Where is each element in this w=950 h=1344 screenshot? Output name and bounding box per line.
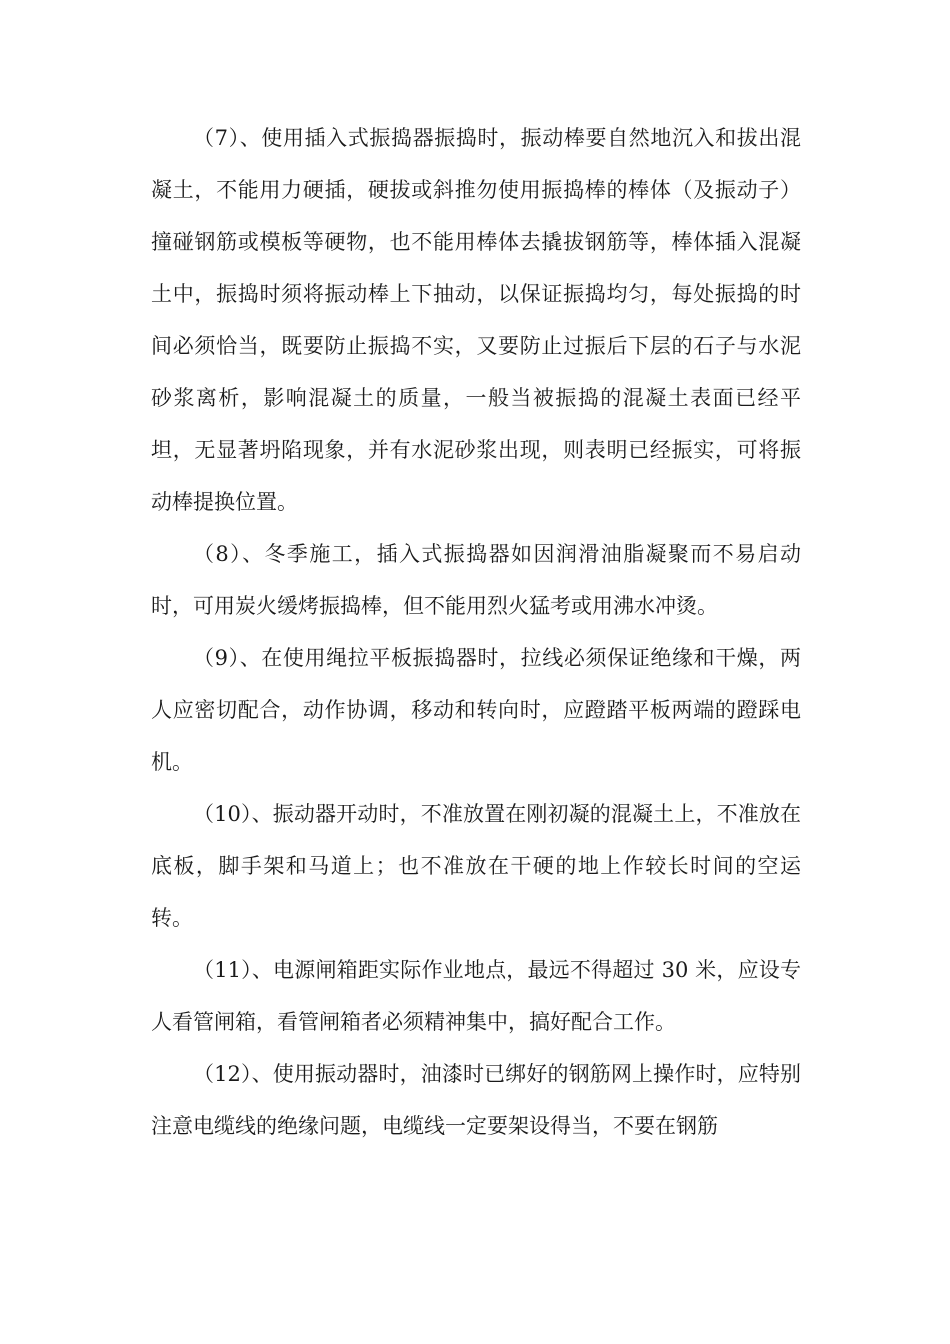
document-body bbox=[151, 112, 801, 1152]
paragraph-12: （12）、使用振动器时，油漆时已绑好的钢筋网上操作时，应特别注意电缆线的绝缘问题，电缆线一定要架设得当，不要在钢筋 bbox=[151, 1062, 801, 1138]
paragraph-11: （11）、电源闸箱距实际作业地点，最远不得超过 30 米，应设专人看管闸箱，看管闸箱者必须精神集中，搞好配合工作。 bbox=[151, 958, 801, 1034]
paragraph-8: （8）、冬季施工，插入式振捣器如因润滑油脂凝聚而不易启动时，可用炭火缓烤振捣棒，但不能用烈火猛考或用沸水冲烫。 bbox=[151, 542, 801, 618]
paragraph-9: （9）、在使用绳拉平板振捣器时，拉线必须保证绝缘和干燥，两人应密切配合，动作协调，移动和转向时，应蹬踏平板两端的蹬踩电机。 bbox=[151, 646, 801, 774]
paragraph-10: （10）、振动器开动时，不准放置在刚初凝的混凝土上，不准放在底板，脚手架和马道上；也不准放在干硬的地上作较长时间的空运转。 bbox=[151, 802, 801, 930]
paragraph-7: （7）、使用插入式振捣器振捣时，振动棒要自然地沉入和拔出混凝土，不能用力硬插，硬拔或斜推勿使用振捣棒的棒体（及振动子）撞碰钢筋或模板等硬物，也不能用棒体去撬拔钢筋等，棒体插入混凝土中，振捣时须将振动棒上下抽动，以保证振捣均匀，每处振捣的时间必须恰当，既要防止振捣不实，又要防止过振后下层的石子与水泥砂浆离析，影响混凝土的质量，一般当被振捣的混凝土表面已经平坦，无显著坍陷现象，并有水泥砂浆出现，则表明已经振实，可将振动棒提换位置。 bbox=[151, 126, 801, 514]
